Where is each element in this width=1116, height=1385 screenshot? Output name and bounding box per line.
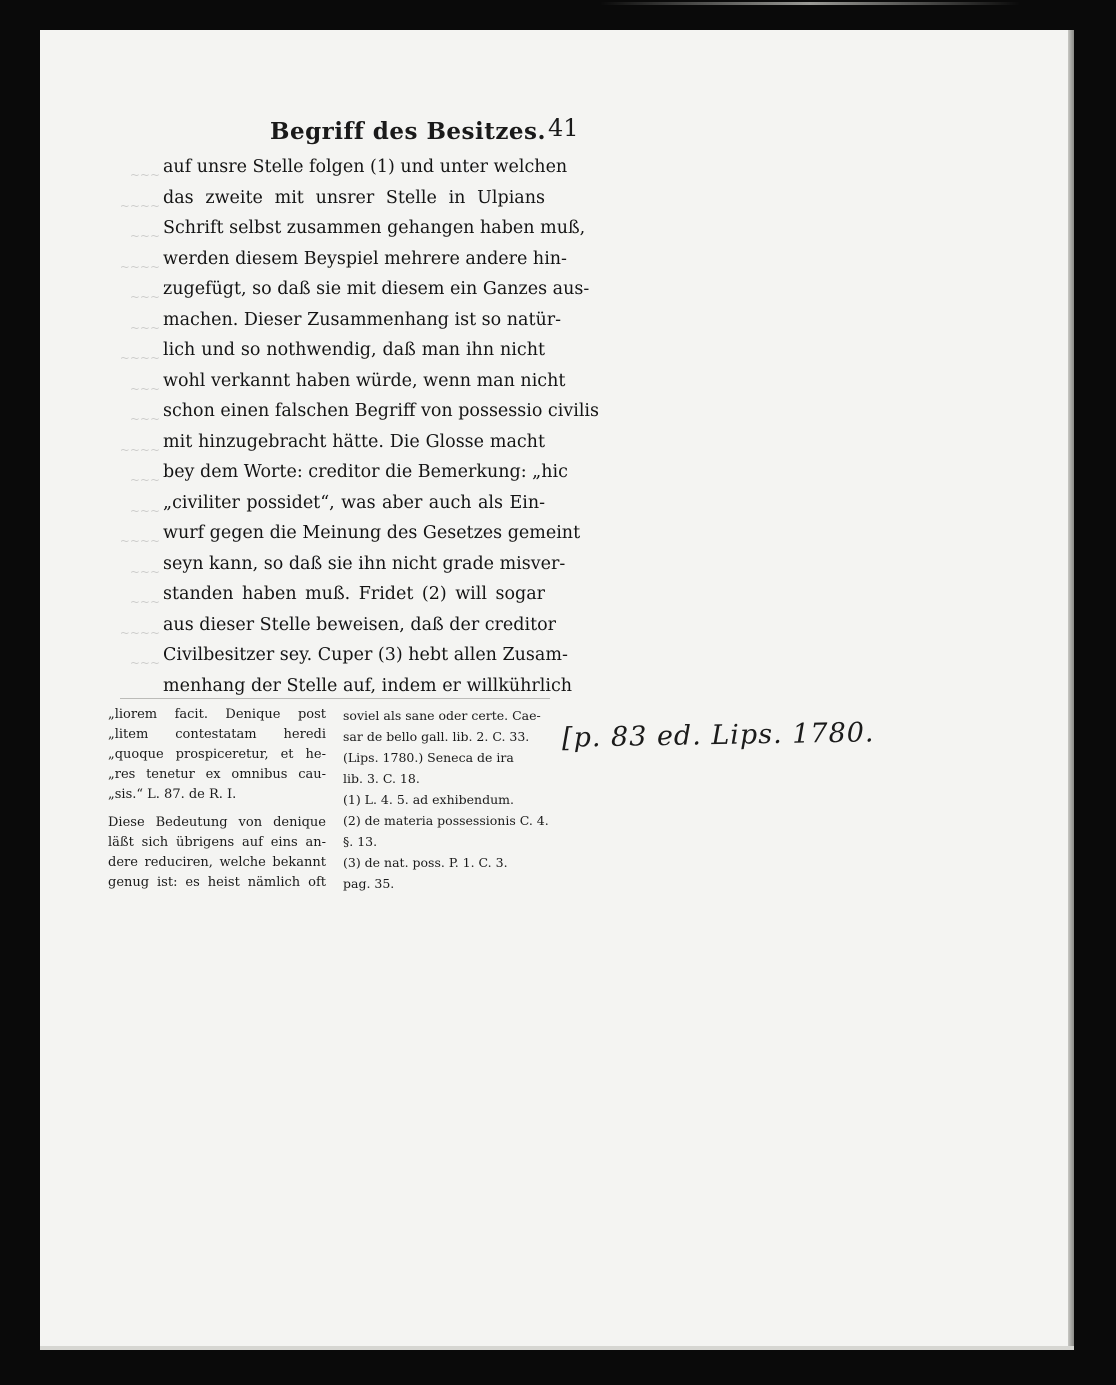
text-line: werden diesem Beyspiel mehrere andere hin- — [163, 248, 567, 269]
page-bottom-edge — [40, 1346, 1074, 1350]
text-line: menhang der Stelle auf, indem er willkührlich — [163, 675, 573, 696]
footnote-line: „litem contestatam heredi — [108, 727, 326, 742]
footnote-line: lib. 3. C. 18. — [343, 771, 420, 786]
footnote-line: „quoque prospiceretur, et he- — [108, 747, 326, 762]
text-line: Civilbesitzer sey. Cuper (3) hebt allen Zusam- — [163, 645, 568, 665]
footnote-line: läßt sich übrigens auf eins an- — [108, 835, 326, 850]
main-text-block — [163, 152, 599, 701]
footnote-column-right — [343, 705, 553, 894]
page-number: 41 — [548, 114, 579, 142]
text-line: lich und so nothwendig, daß man ihn nicht — [163, 340, 545, 360]
handwritten-annotation: [p. 83 ed. Lips. 1780. — [561, 717, 875, 754]
text-line: Schrift selbst zusammen gehangen haben muß, — [163, 218, 586, 238]
text-line: wohl verkannt haben würde, wenn man nicht — [163, 370, 566, 391]
page-edge — [1068, 30, 1074, 1350]
footnote-line: soviel als sane oder certe. Cae- — [343, 708, 541, 723]
footnote-line: (2) de materia possessionis C. 4. — [343, 813, 549, 828]
book-page — [40, 30, 1074, 1350]
footnote-line: (1) L. 4. 5. ad exhibendum. — [343, 792, 514, 807]
show-through-left: ~~~ ~~~~ ~~~ ~~~~ ~~~ ~~~ ~~~~ ~~~ ~~~ ~~~~ ~~~ ~~~ ~~~~ ~~~ ~~~ ~~~~ ~~~ — [119, 168, 160, 670]
text-line: wurf gegen die Meinung des Gesetzes gemeint — [163, 523, 581, 543]
text-line: zugefügt, so daß sie mit diesem ein Ganzes aus- — [163, 279, 590, 299]
scan-streak — [600, 2, 1020, 5]
footnote-line: dere reduciren, welche bekannt — [108, 855, 326, 870]
footnote-line: (Lips. 1780.) Seneca de ira — [343, 750, 514, 765]
footnote-line: §. 13. — [343, 834, 378, 849]
footnote-line: „sis.“ L. 87. de R. I. — [108, 787, 237, 802]
text-line: auf unsre Stelle folgen (1) und unter welchen — [163, 157, 568, 177]
text-line: schon einen falschen Begriff von possessio civilis — [163, 401, 599, 421]
text-line: aus dieser Stelle beweisen, daß der creditor — [163, 614, 557, 635]
footnote-line: Diese Bedeutung von denique — [108, 815, 326, 830]
text-line: machen. Dieser Zusammenhang ist so natür- — [163, 309, 562, 330]
footnote-line: sar de bello gall. lib. 2. C. 33. — [343, 729, 530, 744]
text-line: mit hinzugebracht hätte. Die Glosse macht — [163, 431, 545, 452]
text-line: das zweite mit unsrer Stelle in Ulpians — [163, 187, 545, 208]
running-title: Begriff des Besitzes. — [270, 118, 547, 145]
footnote-column-left — [108, 705, 326, 893]
footnote-line: genug ist: es heist nämlich oft — [108, 875, 326, 890]
text-line: bey dem Worte: creditor die Bemerkung: „hic — [163, 462, 568, 482]
footnote-line: pag. 35. — [343, 876, 395, 891]
page-header — [230, 112, 590, 152]
text-line: seyn kann, so daß sie ihn nicht grade misver- — [163, 553, 566, 574]
footnote-line: „res tenetur ex omnibus cau- — [108, 767, 326, 782]
text-line: standen haben muß. Fridet (2) will sogar — [163, 584, 545, 604]
footnote-line: „liorem facit. Denique post — [108, 707, 326, 722]
text-line: „civiliter possidet“, was aber auch als Ein- — [163, 492, 545, 513]
footnote-line: (3) de nat. poss. P. 1. C. 3. — [343, 855, 508, 870]
footnote-rule — [120, 698, 550, 699]
